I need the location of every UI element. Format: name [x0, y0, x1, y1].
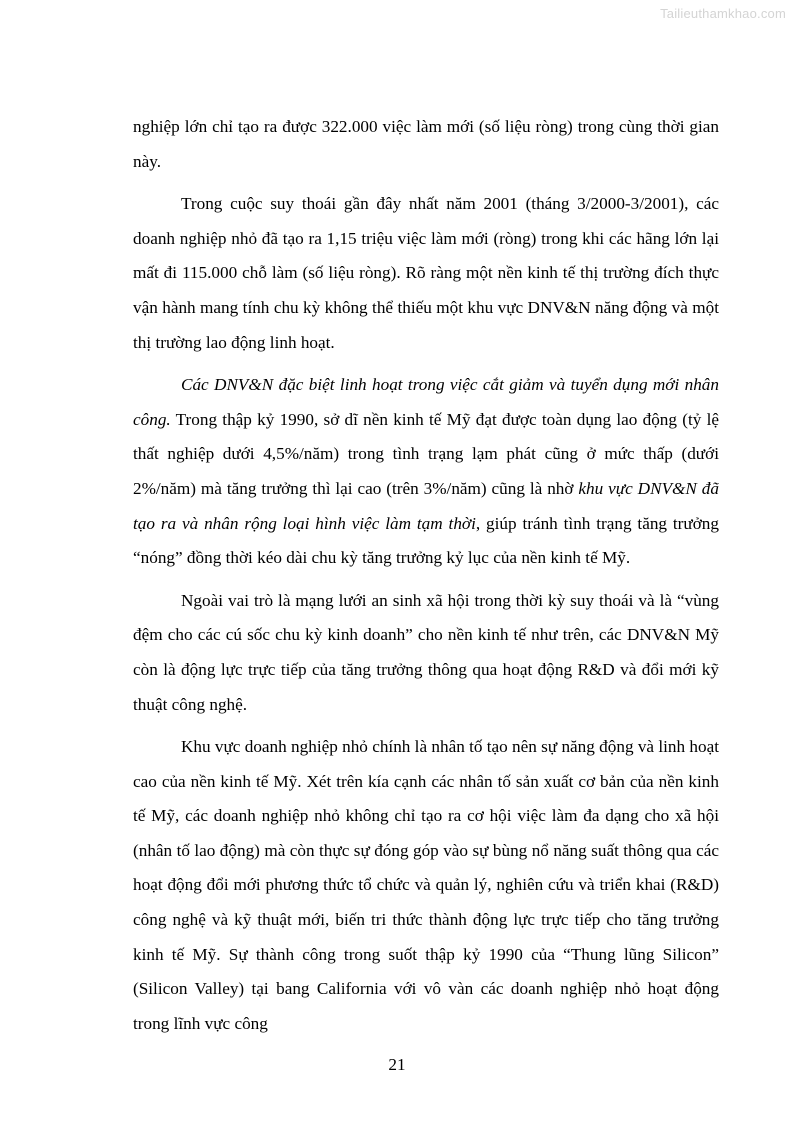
document-body [133, 110, 719, 1049]
site-watermark: Tailieuthamkhao.com [660, 6, 786, 21]
italic-lead-sentence: Các DNV&N đặc biệt linh hoạt trong việc cắt giảm và tuyển dụng mới nhân công. [133, 375, 719, 429]
paragraph-continuation: nghiệp lớn chỉ tạo ra được 322.000 việc làm mới (số liệu ròng) trong cùng thời gian này. [133, 117, 719, 171]
paragraph-small-business-dynamism: Khu vực doanh nghiệp nhỏ chính là nhân tố tạo nên sự năng động và linh hoạt cao của nền kinh tế Mỹ. Xét trên kía cạnh các nhân tố sản xuất cơ bản của nền kinh tế Mỹ, các doanh nghiệp nhỏ không chỉ tạo ra cơ hội việc làm đa dạng cho xã hội (nhân tố lao động) mà còn thực sự đóng góp vào sự bùng nổ năng suất thông qua các hoạt động đổi mới phương thức tổ chức và quản lý, nghiên cứu và triển khai (R&D) công nghệ và kỹ thuật mới, biến tri thức thành động lực trực tiếp cho tăng trưởng kinh tế Mỹ. Sự thành công trong suốt thập kỷ 1990 của “Thung lũng Silicon” (Silicon Valley) tại bang California với vô vàn các doanh nghiệp nhỏ hoạt động trong lĩnh vực công [133, 737, 719, 1033]
page-number: 21 [388, 1055, 406, 1074]
paragraph-text-middle: Trong thập kỷ 1990, sở dĩ nền kinh tế Mỹ đạt được toàn dụng lao động (tỷ lệ thất nghiệp dưới 4,5%/năm) trong tình trạng lạm phát cũng ở mức thấp (dưới 2%/năm) mà tăng trưởng thì lại cao (trên 3%/năm) cũng là nhờ [133, 409, 719, 498]
paragraph-safety-net: Ngoài vai trò là mạng lưới an sinh xã hội trong thời kỳ suy thoái và là “vùng đệm cho các cú sốc chu kỳ kinh doanh” cho nền kinh tế như trên, các DNV&N Mỹ còn là động lực trực tiếp của tăng trưởng thông qua hoạt động R&D và đổi mới kỹ thuật công nghệ. [133, 590, 719, 714]
paragraph-recession-2001: Trong cuộc suy thoái gần đây nhất năm 2001 (tháng 3/2000-3/2001), các doanh nghiệp nhỏ đã tạo ra 1,15 triệu việc làm mới (ròng) trong khi các hãng lớn lại mất đi 115.000 chỗ làm (số liệu ròng). Rõ ràng một nền kinh tế thị trường đích thực vận hành mang tính chu kỳ không thể thiếu một khu vực DNV&N năng động và một thị trường lao động linh hoạt. [133, 194, 719, 352]
paragraph-flexible-hiring [133, 368, 719, 576]
paragraph-text-end: , giúp tránh tình trạng tăng trưởng “nóng” đồng thời kéo dài chu kỳ tăng trưởng kỷ lục của nền kinh tế Mỹ. [133, 513, 719, 568]
italic-emphasis: khu vực DNV&N đã tạo ra và nhân rộng loại hình việc làm tạm thời [133, 478, 719, 533]
